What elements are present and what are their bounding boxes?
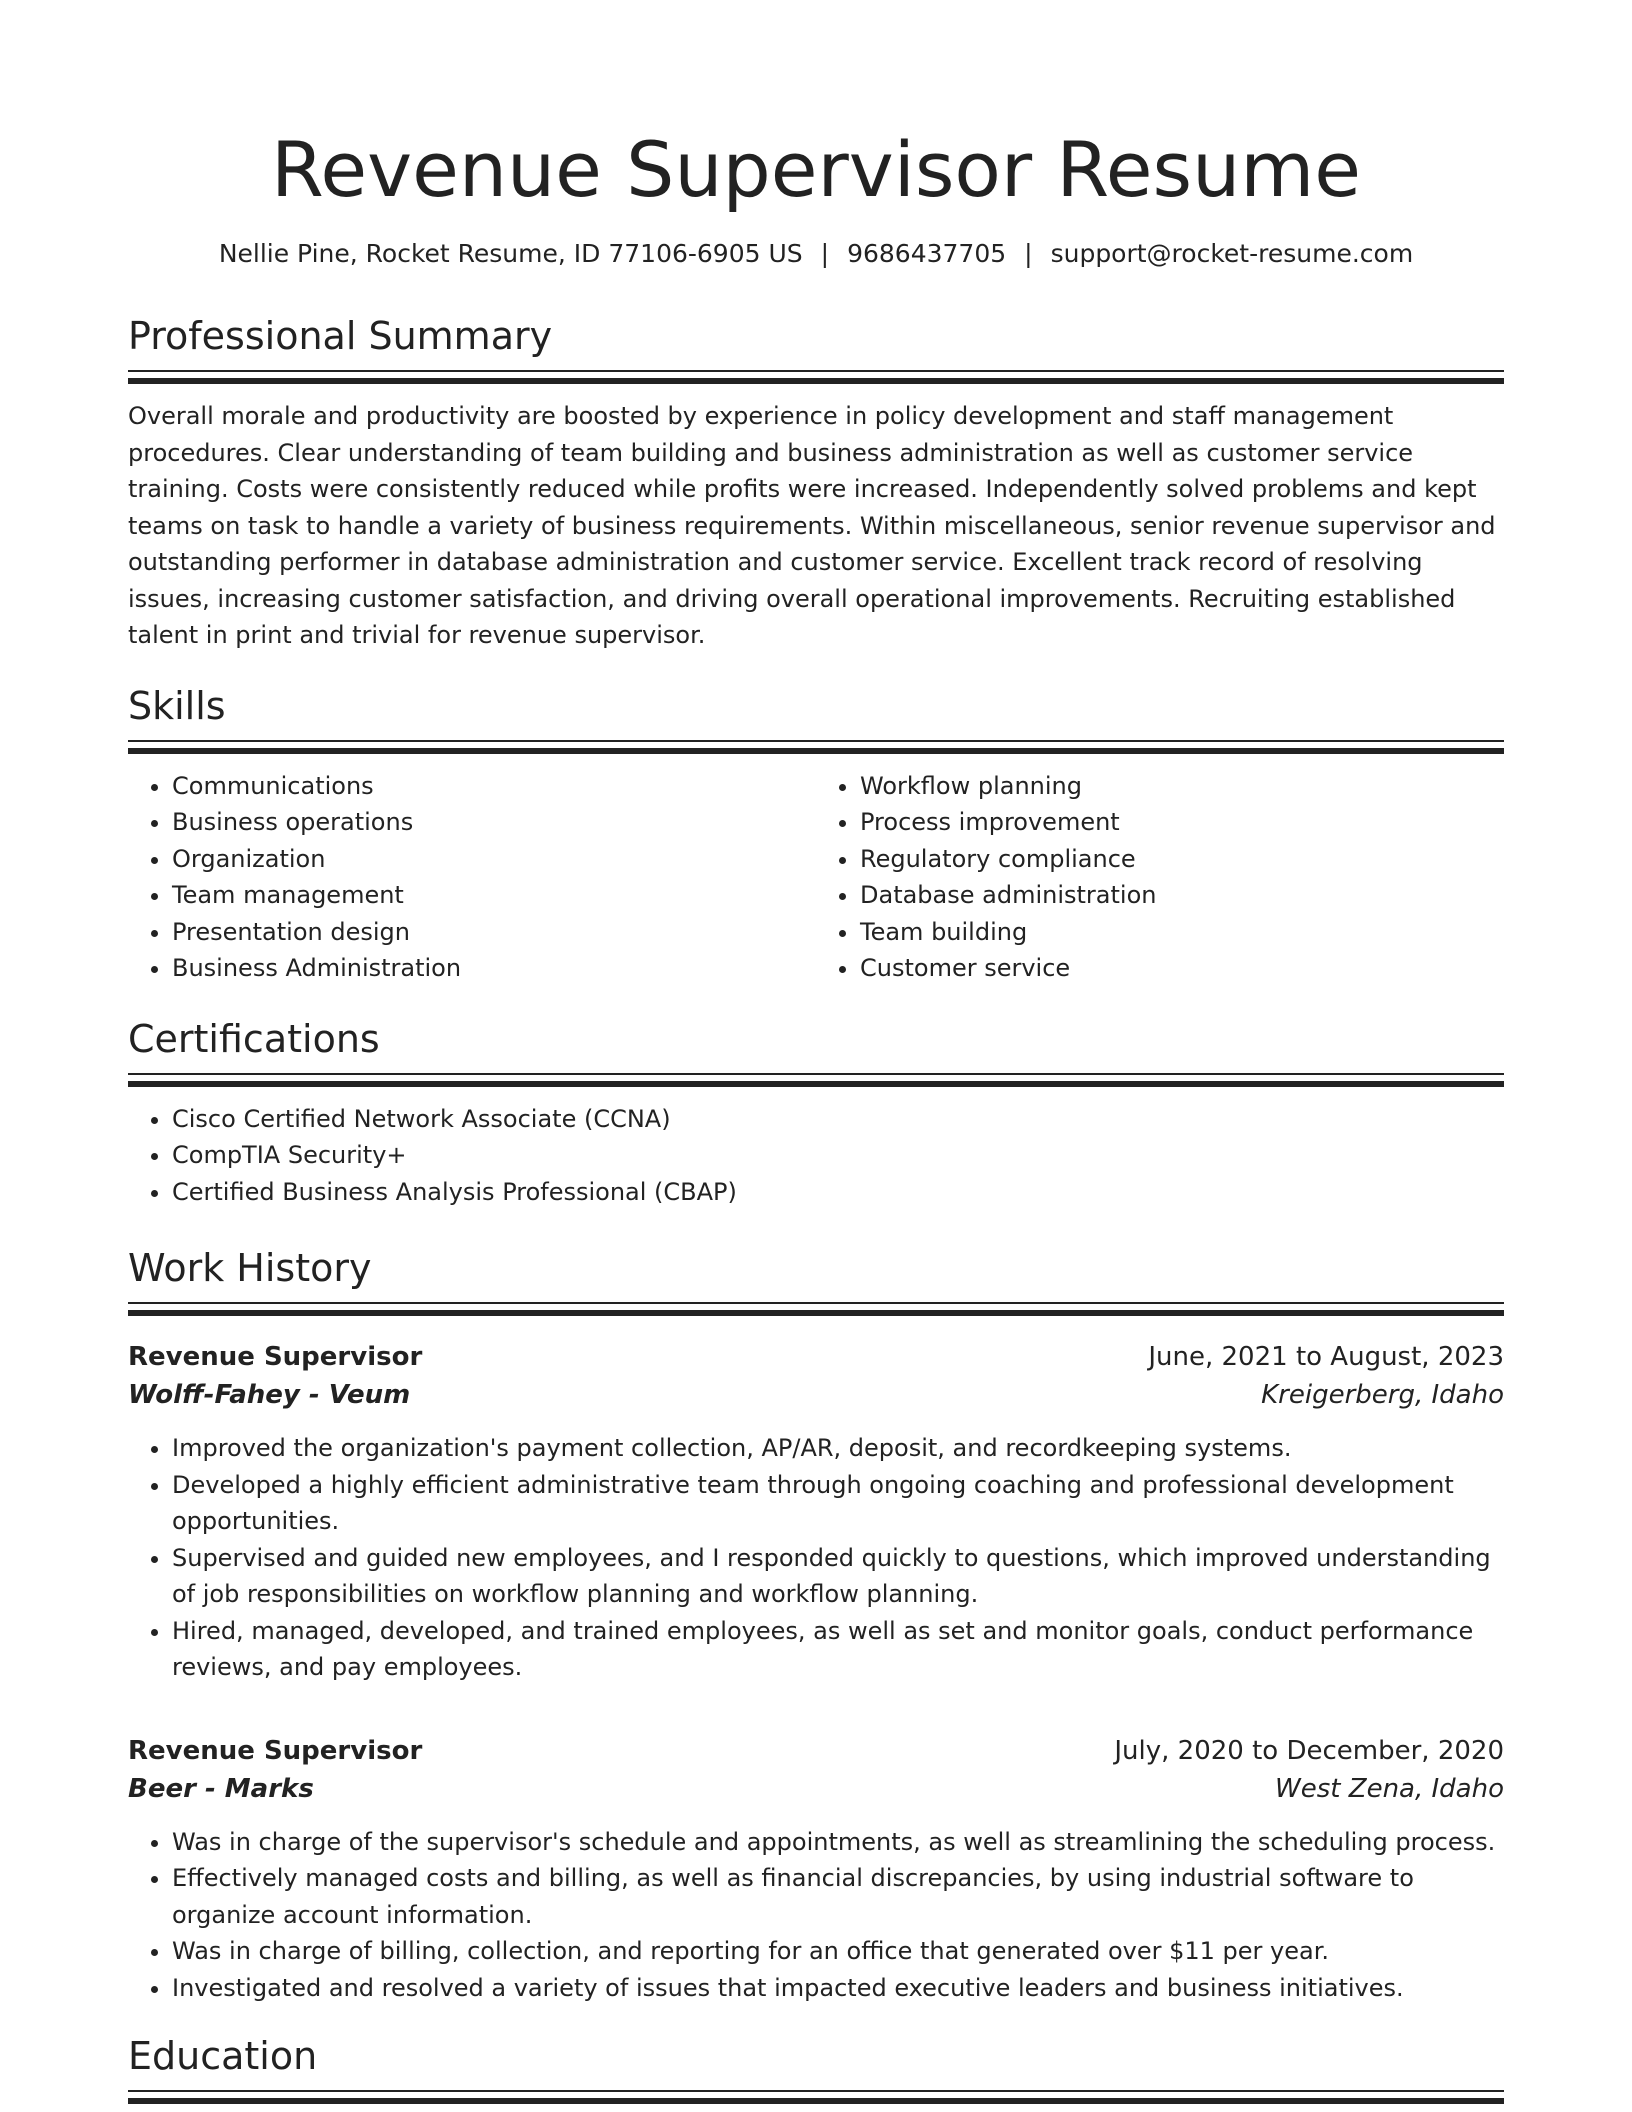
certification-item: • Certified Business Analysis Professional (CBAP): [172, 1174, 1504, 1211]
contact-line: [128, 236, 1504, 272]
job-duty: • Supervised and guided new employees, and I responded quickly to questions, which improved understanding of job responsibilities on workflow planning and workflow planning.: [172, 1540, 1504, 1613]
skills-list-right: [816, 768, 1504, 987]
job-duty: • Effectively managed costs and billing, as well as financial discrepancies, by using industrial software to organize account information.: [172, 1860, 1504, 1933]
skill-item: • Business Administration: [172, 950, 816, 987]
section-divider: [128, 370, 1504, 384]
job-dates: July, 2020 to December, 2020: [1114, 1735, 1504, 1766]
skill-item: • Database administration: [860, 877, 1504, 914]
skill-item: • Process improvement: [860, 804, 1504, 841]
contact-separator: |: [1024, 239, 1033, 268]
skill-item: • Team building: [860, 914, 1504, 951]
job-header-row: [128, 1338, 1504, 1376]
section-divider: [128, 1073, 1504, 1087]
contact-separator: |: [820, 239, 830, 268]
job-duty: • Hired, managed, developed, and trained employees, as well as set and monitor goals, conduct performance reviews, and pay employees.: [172, 1613, 1504, 1686]
work-history-section: [128, 1244, 1504, 2006]
skill-item: • Customer service: [860, 950, 1504, 987]
skills-grid: [128, 768, 1504, 987]
skill-item: • Communications: [172, 768, 816, 805]
job-location: West Zena, Idaho: [1275, 1773, 1504, 1804]
skill-item: • Team management: [172, 877, 816, 914]
skill-item: • Regulatory compliance: [860, 841, 1504, 878]
job-duty: • Developed a highly efficient administrative team through ongoing coaching and professional development opportunities.: [172, 1467, 1504, 1540]
contact-phone: 9686437705: [847, 239, 1007, 268]
job-duty: • Improved the organization's payment collection, AP/AR, deposit, and recordkeeping systems.: [172, 1430, 1504, 1467]
skill-item: • Workflow planning: [860, 768, 1504, 805]
job-title: Revenue Supervisor: [128, 1735, 423, 1766]
section-divider: [128, 1302, 1504, 1316]
education-section: [128, 2032, 1504, 2104]
job-company: Wolff-Fahey - Veum: [128, 1380, 411, 1410]
job-subheader-row: [128, 1376, 1504, 1414]
job-entry: [128, 1732, 1504, 2007]
job-duty: • Was in charge of billing, collection, and reporting for an office that generated over $11 per year.: [172, 1933, 1504, 1970]
skills-heading: Skills: [128, 683, 226, 728]
work-history-heading: Work History: [128, 1246, 372, 1290]
skills-list-left: [128, 768, 816, 987]
job-duties-list: [128, 1430, 1504, 1686]
certification-item: • Cisco Certified Network Associate (CCNA): [172, 1101, 1504, 1138]
section-divider: [128, 2090, 1504, 2104]
job-duty: • Investigated and resolved a variety of issues that impacted executive leaders and business initiatives.: [172, 1970, 1504, 2007]
contact-email: support@rocket-resume.com: [1050, 239, 1414, 268]
contact-address: Nellie Pine, Rocket Resume, ID 77106-6905 US: [218, 239, 803, 268]
certifications-section: [128, 1015, 1504, 1211]
job-subheader-row: [128, 1770, 1504, 1808]
job-company: Beer - Marks: [128, 1773, 314, 1804]
job-header-row: [128, 1732, 1504, 1770]
section-divider: [128, 740, 1504, 754]
certification-item: • CompTIA Security+: [172, 1137, 1504, 1174]
job-dates: June, 2021 to August, 2023: [1148, 1342, 1504, 1372]
job-title: Revenue Supervisor: [128, 1342, 423, 1372]
summary-section: [128, 312, 1504, 654]
skill-item: • Presentation design: [172, 914, 816, 951]
job-duty: • Was in charge of the supervisor's schedule and appointments, as well as streamlining the scheduling process.: [172, 1824, 1504, 1861]
resume-title: Revenue Supervisor Resume: [270, 125, 1362, 214]
skill-item: • Organization: [172, 841, 816, 878]
job-duties-list: [128, 1824, 1504, 2007]
skills-section: [128, 682, 1504, 987]
summary-text: Overall morale and productivity are boosted by experience in policy development and staff management procedures. Clear understanding of team building and business administration as well as customer service training. Costs were consistently reduced while profits were increased. Independently solved problems and kept teams on task to handle a variety of business requirements. Within miscellaneous, senior revenue supervisor and outstanding performer in database administration and customer service. Excellent track record of resolving issues, increasing customer satisfaction, and driving overall operational improvements. Recruiting established talent in print and trivial for revenue supervisor.: [128, 402, 1496, 649]
education-heading: Education: [128, 2034, 318, 2078]
certifications-list: [128, 1101, 1504, 1211]
certifications-heading: Certifications: [128, 1016, 380, 1061]
job-entry: [128, 1338, 1504, 1686]
skill-item: • Business operations: [172, 804, 816, 841]
summary-heading: Professional Summary: [128, 314, 553, 358]
job-location: Kreigerberg, Idaho: [1261, 1380, 1504, 1410]
